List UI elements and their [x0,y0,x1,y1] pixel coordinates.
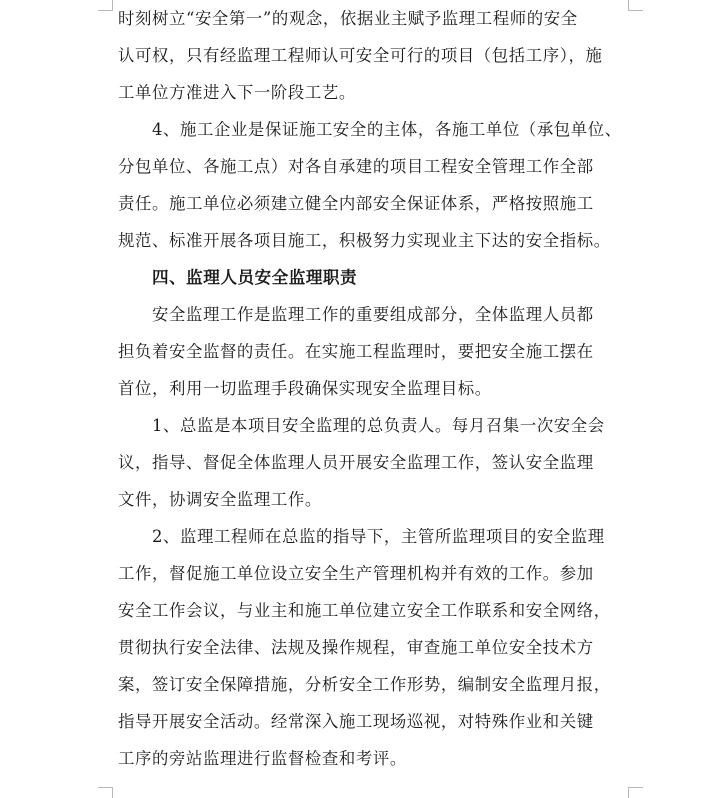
paragraph-line: 安全工作会议，与业主和施工单位建立安全工作联系和安全网络， [118,601,611,620]
document-text-body [118,0,630,777]
paragraph-line: 贯彻执行安全法律、法规及操作规程，审查施工单位安全技术方 [118,638,594,657]
paragraph-line: 担负着安全监督的责任。在实施工程监理时，要把安全施工摆在 [118,342,594,361]
paragraph-line: 规范、标准开展各项目施工，积极努力实现业主下达的安全指标。 [118,231,611,250]
paragraph-line: 4、施工企业是保证施工安全的主体，各施工单位（承包单位、 [152,120,622,139]
paragraph-line: 案，签订安全保障措施，分析安全工作形势，编制安全监理月报， [118,675,611,694]
bottom-right-margin-mark [628,787,643,798]
section-heading: 四、监理人员安全监理职责 [152,268,358,287]
paragraph-line: 分包单位、各施工点）对各自承建的项目工程安全管理工作全部 [118,157,594,176]
paragraph-line: 时刻树立“安全第一”的观念，依据业主赋予监理工程师的安全 [118,9,578,28]
paragraph-line: 认可权，只有经监理工程师认可安全可行的项目（包括工序），施 [118,46,603,65]
paragraph-line: 工作，督促施工单位设立安全生产管理机构并有效的工作。参加 [118,564,594,583]
paragraph-line: 2、监理工程师在总监的指导下，主管所监理项目的安全监理 [152,527,605,546]
bottom-left-margin-mark [98,787,113,798]
top-left-margin-mark [98,0,113,11]
paragraph-line: 安全监理工作是监理工作的重要组成部分，全体监理人员都 [152,305,594,324]
paragraph-line: 首位，利用一切监理手段确保实现安全监理目标。 [118,379,492,398]
paragraph-line: 工单位方准进入下一阶段工艺。 [118,83,356,102]
paragraph-line: 议，指导、督促全体监理人员开展安全监理工作，签认安全监理 [118,453,594,472]
paragraph-line: 文件，协调安全监理工作。 [118,490,322,509]
paragraph-line: 工序的旁站监理进行监督检查和考评。 [118,749,407,768]
paragraph-line: 指导开展安全活动。经常深入施工现场巡视，对特殊作业和关键 [118,712,594,731]
top-right-margin-mark [628,0,643,11]
paragraph-line: 责任。施工单位必须建立健全内部安全保证体系，严格按照施工 [118,194,594,213]
paragraph-line: 1、总监是本项目安全监理的总负责人。每月召集一次安全会 [152,416,605,435]
